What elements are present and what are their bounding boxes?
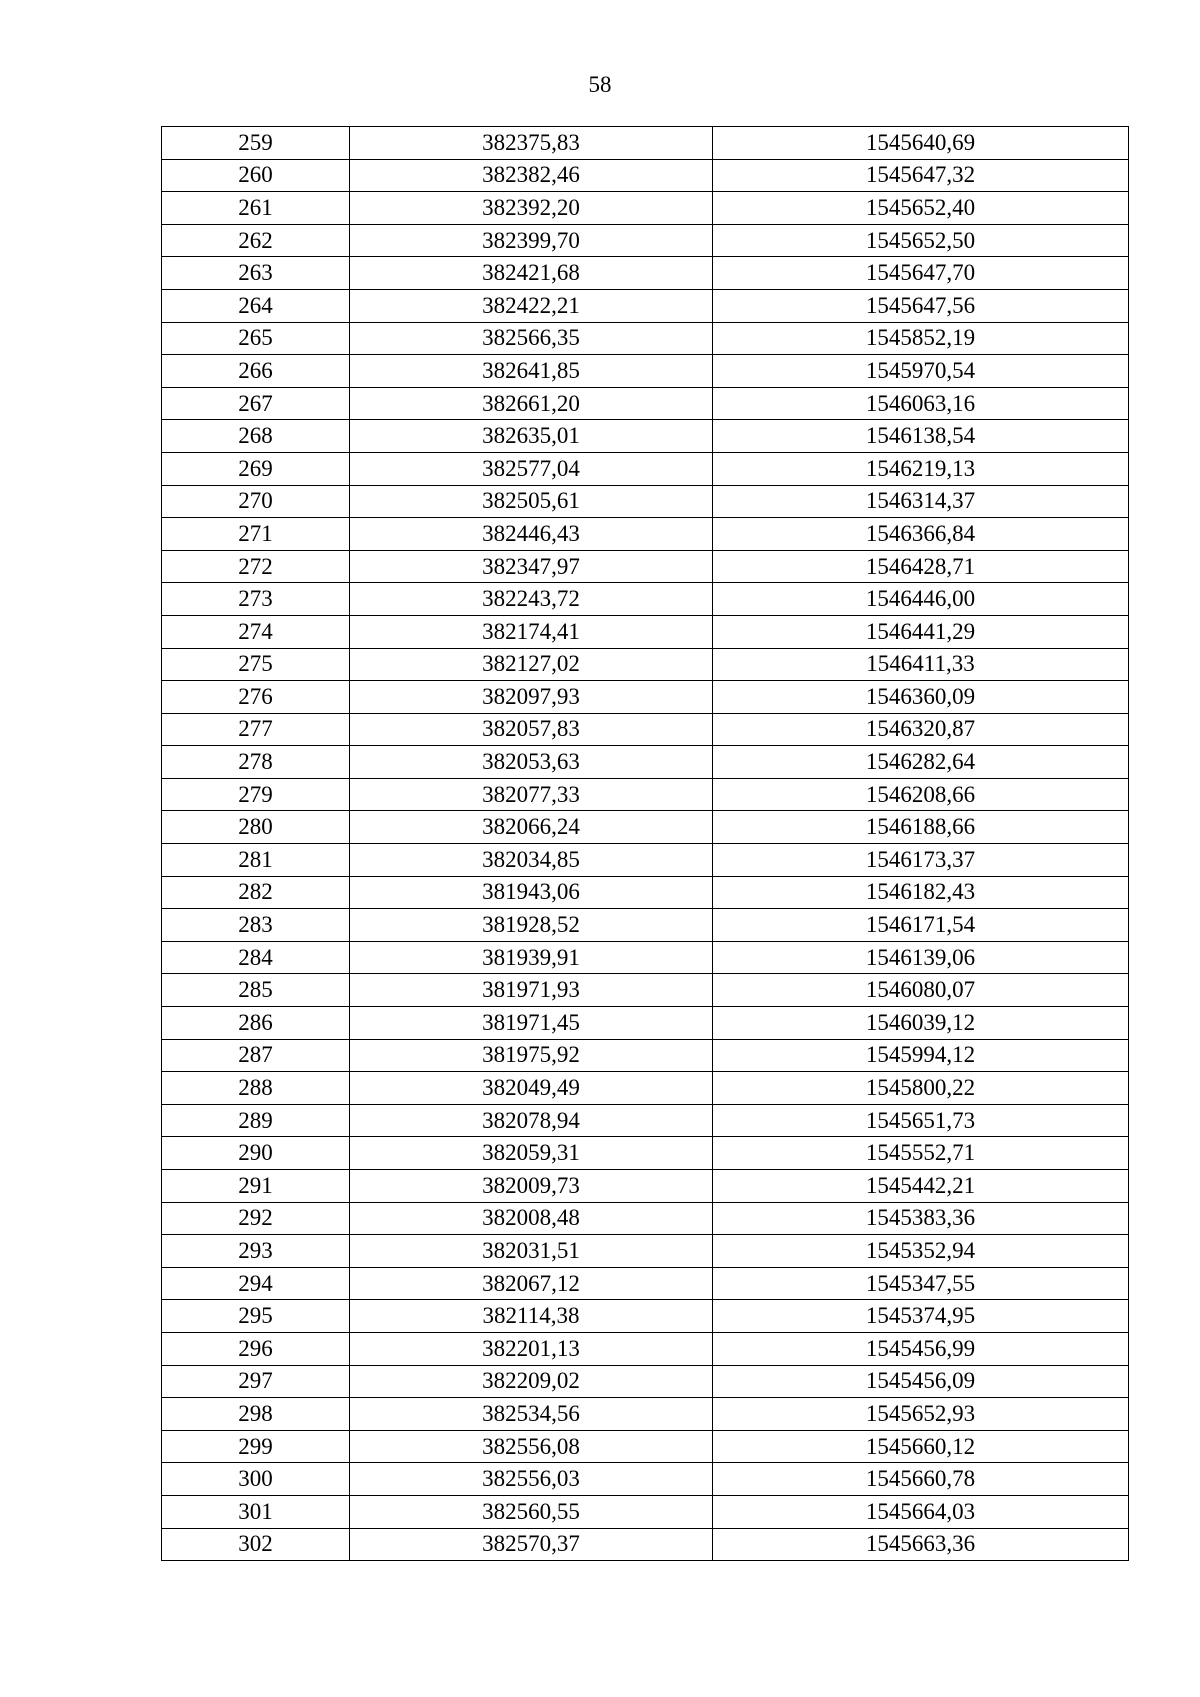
table-cell-point-number: 278 bbox=[162, 746, 350, 779]
table-cell-y-coordinate: 1545647,56 bbox=[713, 289, 1129, 322]
table-cell-point-number: 292 bbox=[162, 1202, 350, 1235]
table-cell-x-coordinate: 382097,93 bbox=[350, 681, 713, 714]
table-row bbox=[162, 1463, 1129, 1496]
table-cell-y-coordinate: 1545374,95 bbox=[713, 1300, 1129, 1333]
table-row bbox=[162, 452, 1129, 485]
table-cell-y-coordinate: 1545652,50 bbox=[713, 224, 1129, 257]
table-cell-x-coordinate: 382347,97 bbox=[350, 550, 713, 583]
table-cell-point-number: 268 bbox=[162, 420, 350, 453]
table-cell-point-number: 266 bbox=[162, 355, 350, 388]
table-row bbox=[162, 1104, 1129, 1137]
table-row bbox=[162, 289, 1129, 322]
table-cell-y-coordinate: 1545663,36 bbox=[713, 1528, 1129, 1561]
table-row bbox=[162, 713, 1129, 746]
table-row bbox=[162, 518, 1129, 551]
table-cell-y-coordinate: 1546138,54 bbox=[713, 420, 1129, 453]
table-row bbox=[162, 159, 1129, 192]
table-row bbox=[162, 1267, 1129, 1300]
table-cell-x-coordinate: 382534,56 bbox=[350, 1398, 713, 1431]
table-cell-x-coordinate: 382422,21 bbox=[350, 289, 713, 322]
table-cell-y-coordinate: 1545352,94 bbox=[713, 1235, 1129, 1268]
table-cell-point-number: 265 bbox=[162, 322, 350, 355]
table-cell-x-coordinate: 382566,35 bbox=[350, 322, 713, 355]
table-row bbox=[162, 941, 1129, 974]
table-cell-point-number: 288 bbox=[162, 1072, 350, 1105]
table-cell-point-number: 259 bbox=[162, 127, 350, 160]
table-cell-y-coordinate: 1546219,13 bbox=[713, 452, 1129, 485]
table-cell-point-number: 285 bbox=[162, 974, 350, 1007]
table-row bbox=[162, 648, 1129, 681]
table-cell-x-coordinate: 382641,85 bbox=[350, 355, 713, 388]
table-cell-x-coordinate: 382635,01 bbox=[350, 420, 713, 453]
table-cell-y-coordinate: 1546182,43 bbox=[713, 876, 1129, 909]
table-cell-point-number: 275 bbox=[162, 648, 350, 681]
table-cell-x-coordinate: 382560,55 bbox=[350, 1495, 713, 1528]
table-cell-point-number: 261 bbox=[162, 192, 350, 225]
table-cell-y-coordinate: 1546208,66 bbox=[713, 778, 1129, 811]
table-row bbox=[162, 192, 1129, 225]
table-cell-x-coordinate: 382243,72 bbox=[350, 583, 713, 616]
table-row bbox=[162, 1137, 1129, 1170]
table-row bbox=[162, 681, 1129, 714]
table-cell-y-coordinate: 1545456,99 bbox=[713, 1332, 1129, 1365]
table-cell-point-number: 297 bbox=[162, 1365, 350, 1398]
table-cell-point-number: 298 bbox=[162, 1398, 350, 1431]
table-cell-x-coordinate: 382127,02 bbox=[350, 648, 713, 681]
table-row bbox=[162, 1170, 1129, 1203]
table-cell-y-coordinate: 1546282,64 bbox=[713, 746, 1129, 779]
table-row bbox=[162, 1072, 1129, 1105]
table-cell-y-coordinate: 1545652,40 bbox=[713, 192, 1129, 225]
table-cell-y-coordinate: 1546039,12 bbox=[713, 1007, 1129, 1040]
table-cell-x-coordinate: 382505,61 bbox=[350, 485, 713, 518]
table-row bbox=[162, 550, 1129, 583]
table-cell-x-coordinate: 382057,83 bbox=[350, 713, 713, 746]
table-cell-point-number: 300 bbox=[162, 1463, 350, 1496]
table-cell-y-coordinate: 1546173,37 bbox=[713, 844, 1129, 877]
table-cell-point-number: 263 bbox=[162, 257, 350, 290]
coordinates-table bbox=[161, 126, 1129, 1561]
table-row bbox=[162, 1365, 1129, 1398]
table-cell-y-coordinate: 1546366,84 bbox=[713, 518, 1129, 551]
table-cell-x-coordinate: 382570,37 bbox=[350, 1528, 713, 1561]
table-row bbox=[162, 974, 1129, 1007]
table-cell-point-number: 269 bbox=[162, 452, 350, 485]
table-cell-x-coordinate: 382066,24 bbox=[350, 811, 713, 844]
table-cell-point-number: 296 bbox=[162, 1332, 350, 1365]
table-row bbox=[162, 420, 1129, 453]
table-cell-x-coordinate: 382446,43 bbox=[350, 518, 713, 551]
table-cell-point-number: 274 bbox=[162, 615, 350, 648]
table-cell-point-number: 287 bbox=[162, 1039, 350, 1072]
table-row bbox=[162, 387, 1129, 420]
table-cell-x-coordinate: 382577,04 bbox=[350, 452, 713, 485]
table-cell-y-coordinate: 1545647,32 bbox=[713, 159, 1129, 192]
table-cell-point-number: 282 bbox=[162, 876, 350, 909]
table-row bbox=[162, 778, 1129, 811]
table-row bbox=[162, 746, 1129, 779]
table-cell-y-coordinate: 1545994,12 bbox=[713, 1039, 1129, 1072]
table-cell-x-coordinate: 381971,45 bbox=[350, 1007, 713, 1040]
table-cell-point-number: 270 bbox=[162, 485, 350, 518]
table-cell-x-coordinate: 382421,68 bbox=[350, 257, 713, 290]
table-row bbox=[162, 127, 1129, 160]
table-cell-point-number: 280 bbox=[162, 811, 350, 844]
coordinates-table-body bbox=[162, 127, 1129, 1561]
table-cell-y-coordinate: 1545640,69 bbox=[713, 127, 1129, 160]
table-cell-point-number: 284 bbox=[162, 941, 350, 974]
table-cell-point-number: 277 bbox=[162, 713, 350, 746]
table-cell-x-coordinate: 382556,08 bbox=[350, 1430, 713, 1463]
table-row bbox=[162, 583, 1129, 616]
table-row bbox=[162, 1528, 1129, 1561]
table-cell-x-coordinate: 382556,03 bbox=[350, 1463, 713, 1496]
table-cell-x-coordinate: 382078,94 bbox=[350, 1104, 713, 1137]
table-cell-x-coordinate: 381939,91 bbox=[350, 941, 713, 974]
table-cell-y-coordinate: 1546428,71 bbox=[713, 550, 1129, 583]
table-cell-x-coordinate: 382077,33 bbox=[350, 778, 713, 811]
table-cell-x-coordinate: 381943,06 bbox=[350, 876, 713, 909]
table-cell-point-number: 291 bbox=[162, 1170, 350, 1203]
table-cell-point-number: 260 bbox=[162, 159, 350, 192]
table-cell-y-coordinate: 1546441,29 bbox=[713, 615, 1129, 648]
table-cell-y-coordinate: 1545652,93 bbox=[713, 1398, 1129, 1431]
table-cell-point-number: 294 bbox=[162, 1267, 350, 1300]
table-cell-point-number: 281 bbox=[162, 844, 350, 877]
table-cell-x-coordinate: 381971,93 bbox=[350, 974, 713, 1007]
table-cell-y-coordinate: 1545852,19 bbox=[713, 322, 1129, 355]
table-cell-x-coordinate: 382114,38 bbox=[350, 1300, 713, 1333]
table-cell-y-coordinate: 1546171,54 bbox=[713, 909, 1129, 942]
table-cell-y-coordinate: 1546063,16 bbox=[713, 387, 1129, 420]
table-cell-point-number: 276 bbox=[162, 681, 350, 714]
table-row bbox=[162, 909, 1129, 942]
table-cell-y-coordinate: 1546411,33 bbox=[713, 648, 1129, 681]
table-cell-point-number: 302 bbox=[162, 1528, 350, 1561]
table-cell-y-coordinate: 1545664,03 bbox=[713, 1495, 1129, 1528]
table-cell-x-coordinate: 382008,48 bbox=[350, 1202, 713, 1235]
table-cell-point-number: 264 bbox=[162, 289, 350, 322]
table-row bbox=[162, 1300, 1129, 1333]
table-cell-y-coordinate: 1546080,07 bbox=[713, 974, 1129, 1007]
table-cell-x-coordinate: 382049,49 bbox=[350, 1072, 713, 1105]
table-cell-y-coordinate: 1546314,37 bbox=[713, 485, 1129, 518]
table-cell-y-coordinate: 1545347,55 bbox=[713, 1267, 1129, 1300]
table-cell-point-number: 301 bbox=[162, 1495, 350, 1528]
table-cell-y-coordinate: 1545442,21 bbox=[713, 1170, 1129, 1203]
table-row bbox=[162, 811, 1129, 844]
table-cell-x-coordinate: 382174,41 bbox=[350, 615, 713, 648]
table-row bbox=[162, 355, 1129, 388]
table-row bbox=[162, 485, 1129, 518]
table-cell-x-coordinate: 382031,51 bbox=[350, 1235, 713, 1268]
table-row bbox=[162, 1235, 1129, 1268]
table-row bbox=[162, 1430, 1129, 1463]
table-cell-point-number: 295 bbox=[162, 1300, 350, 1333]
page-number: 58 bbox=[588, 72, 612, 97]
table-cell-y-coordinate: 1545651,73 bbox=[713, 1104, 1129, 1137]
table-cell-point-number: 267 bbox=[162, 387, 350, 420]
table-row bbox=[162, 615, 1129, 648]
table-row bbox=[162, 1007, 1129, 1040]
table-row bbox=[162, 257, 1129, 290]
table-cell-x-coordinate: 381928,52 bbox=[350, 909, 713, 942]
table-cell-y-coordinate: 1545552,71 bbox=[713, 1137, 1129, 1170]
table-row bbox=[162, 876, 1129, 909]
table-row bbox=[162, 1332, 1129, 1365]
table-cell-y-coordinate: 1546320,87 bbox=[713, 713, 1129, 746]
table-cell-x-coordinate: 382392,20 bbox=[350, 192, 713, 225]
table-row bbox=[162, 844, 1129, 877]
table-cell-x-coordinate: 382382,46 bbox=[350, 159, 713, 192]
table-cell-x-coordinate: 382661,20 bbox=[350, 387, 713, 420]
table-cell-point-number: 299 bbox=[162, 1430, 350, 1463]
table-cell-y-coordinate: 1545456,09 bbox=[713, 1365, 1129, 1398]
table-cell-x-coordinate: 382009,73 bbox=[350, 1170, 713, 1203]
table-row bbox=[162, 224, 1129, 257]
table-cell-y-coordinate: 1546139,06 bbox=[713, 941, 1129, 974]
table-cell-x-coordinate: 382209,02 bbox=[350, 1365, 713, 1398]
table-cell-point-number: 283 bbox=[162, 909, 350, 942]
table-cell-point-number: 293 bbox=[162, 1235, 350, 1268]
table-cell-x-coordinate: 382059,31 bbox=[350, 1137, 713, 1170]
table-cell-x-coordinate: 381975,92 bbox=[350, 1039, 713, 1072]
table-row bbox=[162, 1202, 1129, 1235]
table-cell-point-number: 279 bbox=[162, 778, 350, 811]
table-cell-point-number: 272 bbox=[162, 550, 350, 583]
table-cell-y-coordinate: 1545970,54 bbox=[713, 355, 1129, 388]
table-cell-x-coordinate: 382375,83 bbox=[350, 127, 713, 160]
table-cell-x-coordinate: 382399,70 bbox=[350, 224, 713, 257]
table-cell-point-number: 271 bbox=[162, 518, 350, 551]
table-row bbox=[162, 322, 1129, 355]
table-cell-x-coordinate: 382067,12 bbox=[350, 1267, 713, 1300]
table-row bbox=[162, 1398, 1129, 1431]
table-cell-point-number: 289 bbox=[162, 1104, 350, 1137]
table-cell-y-coordinate: 1546188,66 bbox=[713, 811, 1129, 844]
table-cell-y-coordinate: 1546446,00 bbox=[713, 583, 1129, 616]
table-cell-y-coordinate: 1545647,70 bbox=[713, 257, 1129, 290]
table-cell-x-coordinate: 382034,85 bbox=[350, 844, 713, 877]
table-cell-point-number: 262 bbox=[162, 224, 350, 257]
table-cell-x-coordinate: 382201,13 bbox=[350, 1332, 713, 1365]
table-row bbox=[162, 1495, 1129, 1528]
table-cell-point-number: 273 bbox=[162, 583, 350, 616]
table-cell-y-coordinate: 1545660,12 bbox=[713, 1430, 1129, 1463]
table-cell-x-coordinate: 382053,63 bbox=[350, 746, 713, 779]
table-row bbox=[162, 1039, 1129, 1072]
table-cell-y-coordinate: 1546360,09 bbox=[713, 681, 1129, 714]
table-cell-y-coordinate: 1545383,36 bbox=[713, 1202, 1129, 1235]
table-cell-point-number: 290 bbox=[162, 1137, 350, 1170]
table-cell-point-number: 286 bbox=[162, 1007, 350, 1040]
table-cell-y-coordinate: 1545800,22 bbox=[713, 1072, 1129, 1105]
table-cell-y-coordinate: 1545660,78 bbox=[713, 1463, 1129, 1496]
